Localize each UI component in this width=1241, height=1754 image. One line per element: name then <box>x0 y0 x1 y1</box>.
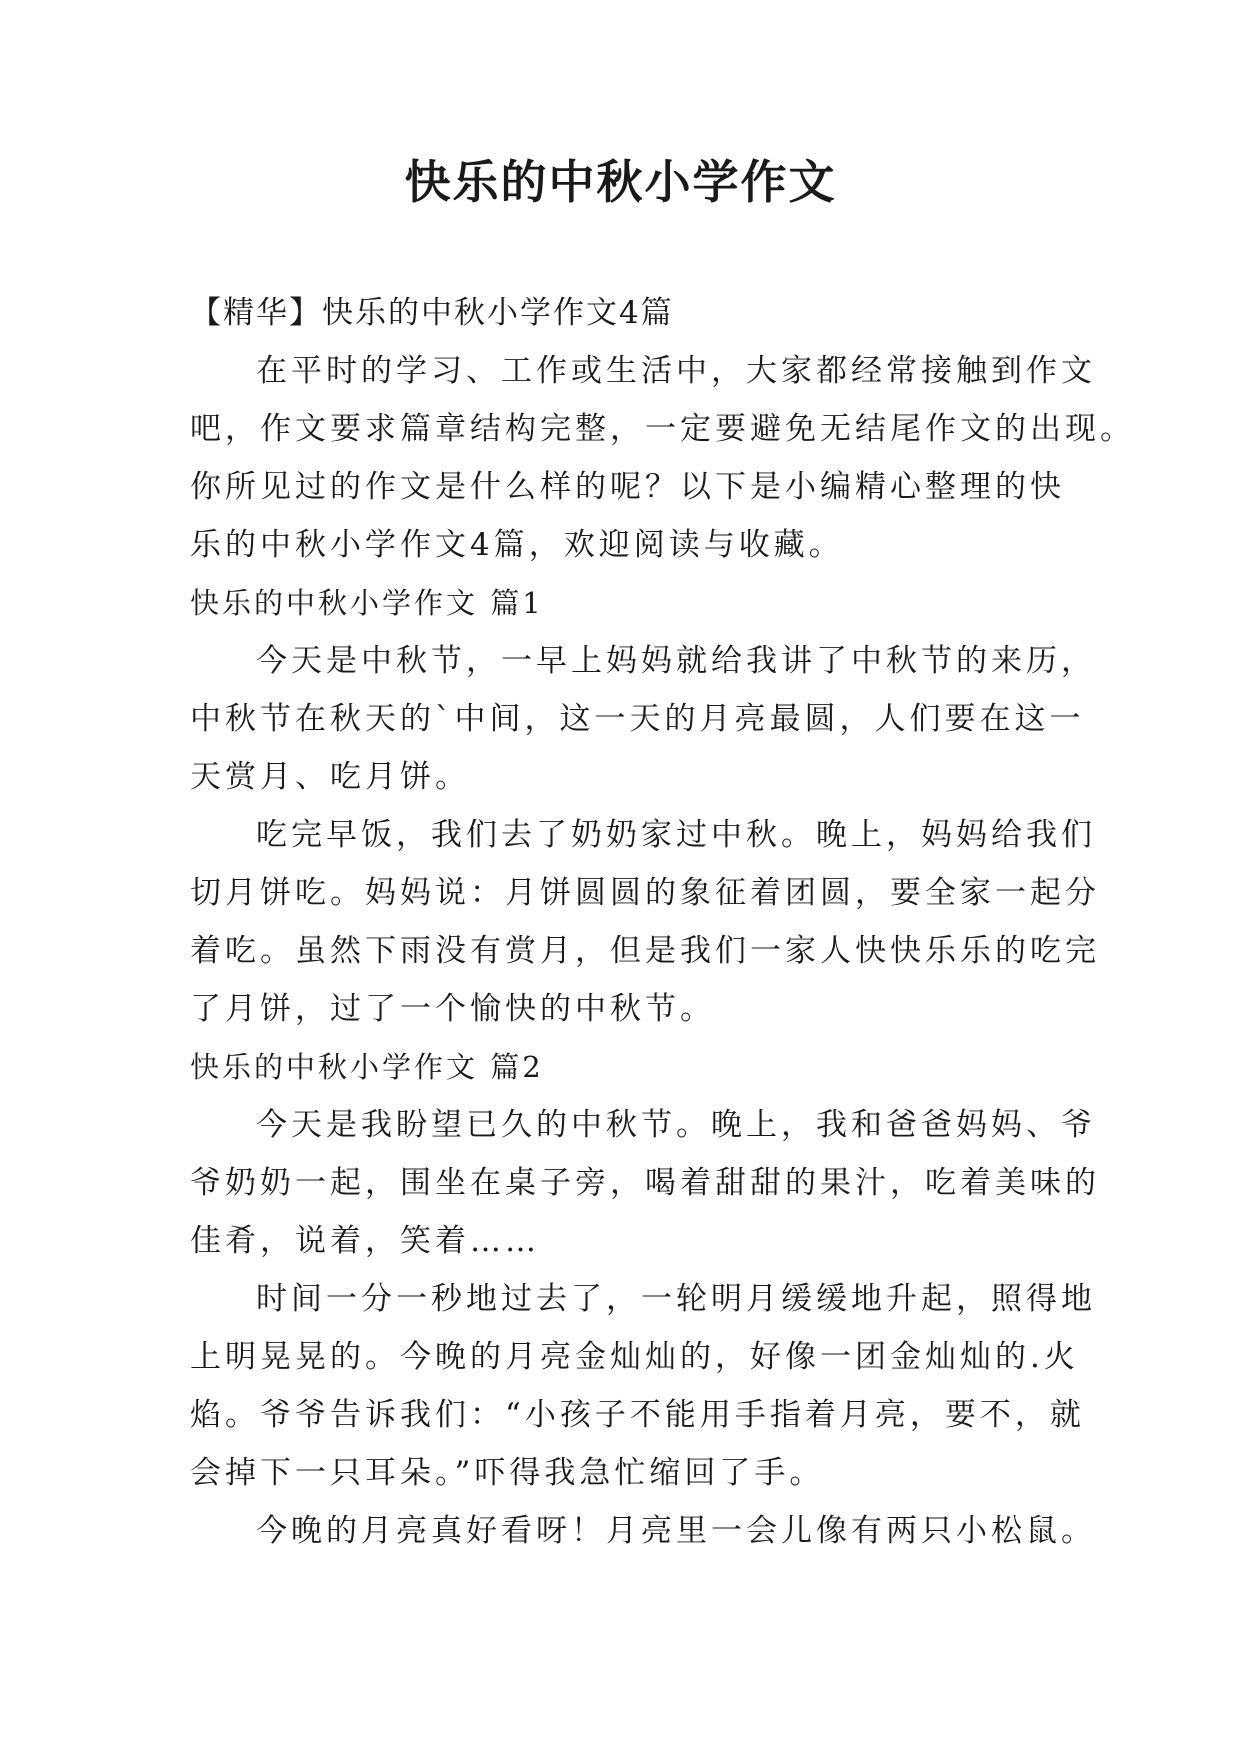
paragraph-line: 今天是中秋节，一早上妈妈就给我讲了中秋节的来历， <box>256 643 1096 679</box>
paragraph-line: 佳肴，说着，笑着…… <box>190 1223 540 1259</box>
paragraph-line: 中秋节在秋天的`中间，这一天的月亮最圆，人们要在这一 <box>190 701 1085 737</box>
paragraph-line: 焰。爷爷告诉我们：“小孩子不能用手指着月亮，要不，就 <box>190 1397 1085 1433</box>
paragraph-line: 时间一分一秒地过去了，一轮明月缓缓地升起，照得地 <box>256 1281 1096 1317</box>
paragraph-line: 乐的中秋小学作文4篇，欢迎阅读与收藏。 <box>190 527 844 563</box>
document-body <box>190 284 1135 1560</box>
paragraph-line: 吃完早饭，我们去了奶奶家过中秋。晚上，妈妈给我们 <box>256 817 1096 853</box>
paragraph-line: 上明晃晃的。今晚的月亮金灿灿的，好像一团金灿灿的.火 <box>190 1339 1079 1375</box>
paragraph-line: 着吃。虽然下雨没有赏月，但是我们一家人快快乐乐的吃完 <box>190 933 1100 969</box>
paragraph-line: 今晚的月亮真好看呀！月亮里一会儿像有两只小松鼠。 <box>256 1513 1096 1549</box>
paragraph-line: 今天是我盼望已久的中秋节。晚上，我和爸爸妈妈、爷 <box>256 1107 1096 1143</box>
paragraph-line: 天赏月、吃月饼。 <box>190 759 470 795</box>
paragraph-line: 会掉下一只耳朵。”吓得我急忙缩回了手。 <box>190 1455 825 1491</box>
paragraph-line: 在平时的学习、工作或生活中，大家都经常接触到作文 <box>256 353 1096 389</box>
paragraph-line: 切月饼吃。妈妈说：月饼圆圆的象征着团圆，要全家一起分 <box>190 875 1100 911</box>
section-heading: 快乐的中秋小学作文 篇1 <box>190 586 544 620</box>
paragraph-line: 爷奶奶一起，围坐在桌子旁，喝着甜甜的果汁，吃着美味的 <box>190 1165 1100 1201</box>
page-title: 快乐的中秋小学作文 <box>404 155 837 209</box>
document-subtitle: 【精华】快乐的中秋小学作文4篇 <box>190 295 674 331</box>
paragraph-line: 了月饼，过了一个愉快的中秋节。 <box>190 991 715 1027</box>
paragraph-line: 你所见过的作文是什么样的呢？以下是小编精心整理的快 <box>190 469 1065 505</box>
paragraph-line: 吧，作文要求篇章结构完整，一定要避免无结尾作文的出现。 <box>190 411 1135 447</box>
section-heading: 快乐的中秋小学作文 篇2 <box>190 1050 544 1084</box>
